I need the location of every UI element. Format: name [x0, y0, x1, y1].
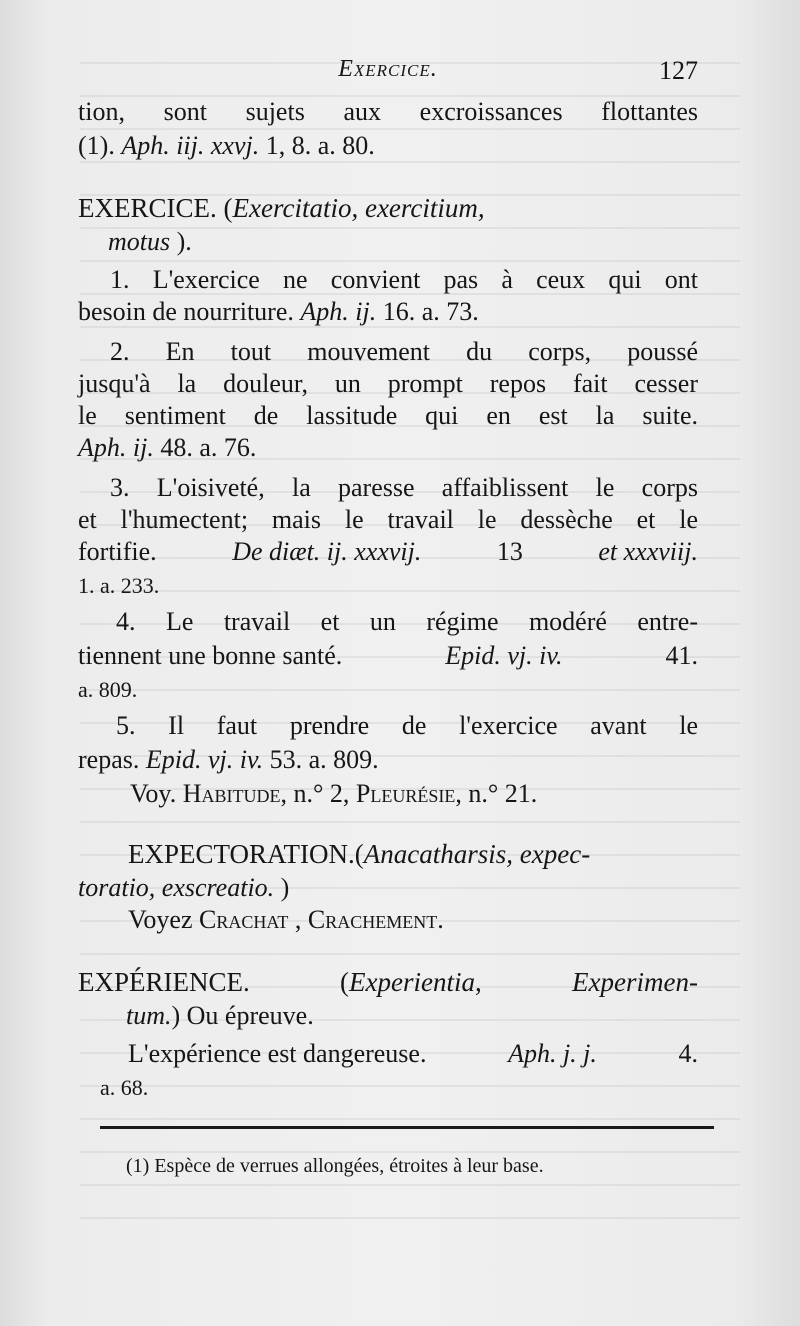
text-span: ( — [223, 193, 233, 223]
text-line — [78, 640, 698, 672]
citation: Aph. ij. — [78, 433, 154, 462]
footnote-rule — [100, 1126, 714, 1129]
text-line — [78, 744, 379, 776]
running-title: Exercice. — [338, 56, 438, 82]
text-line — [78, 296, 479, 328]
text-line — [110, 472, 698, 504]
text-line — [110, 264, 698, 296]
text-line — [78, 368, 698, 400]
text-span: 13 — [496, 537, 523, 566]
headword: EXPÉRIENCE. — [78, 967, 250, 997]
latin-term: Experientia — [349, 967, 475, 997]
text-span: ( — [340, 967, 350, 997]
text-line — [78, 504, 698, 536]
latin-term: Anacatharsis, expec- — [363, 839, 591, 869]
text-span: 41. — [665, 641, 698, 670]
text-span: . — [437, 905, 444, 934]
text-span: ) Ou épreuve. — [171, 1001, 314, 1030]
text-span: a. 68. — [100, 1075, 149, 1100]
text-line — [78, 536, 698, 568]
text-span: 4. — [678, 1039, 698, 1068]
text-line — [78, 400, 698, 432]
text-line — [78, 432, 256, 464]
text-span: , n.° 21. — [455, 779, 538, 808]
text-line — [128, 1038, 698, 1070]
reference-term: Habitude — [182, 779, 281, 808]
entry-heading-expectoration — [128, 838, 590, 870]
latin-term: Experimen- — [572, 967, 698, 997]
text-line — [110, 336, 698, 368]
entry-heading-experience — [78, 966, 698, 998]
text-span: 4. Le travail et un régime modéré entre- — [116, 607, 698, 636]
text-span: , — [475, 967, 482, 997]
text-line — [78, 674, 137, 706]
text-line — [116, 710, 698, 742]
text-line — [108, 226, 192, 258]
text-span: L'expérience est dangereuse. — [128, 1039, 427, 1068]
text-span: L'exercice ne convient pas à ceux qui ont — [152, 265, 698, 294]
text-line — [116, 606, 698, 638]
text-span: jusqu'à la douleur, un prompt repos fait cesser — [78, 369, 698, 398]
text-span: , — [294, 905, 302, 934]
cross-reference — [128, 904, 444, 936]
citation: Aph. j. j. — [508, 1039, 597, 1068]
citation: Aph. ij. — [300, 297, 377, 326]
text-span: ). — [176, 227, 192, 256]
text-span: tion, sont sujets aux excroissances flottantes — [78, 97, 698, 126]
text-span: 1. a. 233. — [78, 573, 160, 598]
footnote: (1) Espèce de verrues allongées, étroites à leur base. — [126, 1155, 544, 1177]
reference-term: Pleurésie — [355, 779, 456, 808]
latin-term: tum. — [126, 1001, 172, 1030]
latin-term: motus — [108, 227, 171, 256]
text-span: tiennent une bonne santé. — [78, 641, 343, 670]
latin-term: Exercitatio, exercitium, — [232, 193, 485, 223]
text-line — [78, 130, 375, 162]
text-span: fortifie. — [78, 537, 157, 566]
citation: Epid. vj. iv. — [445, 641, 563, 670]
text-span: (1). — [78, 131, 115, 160]
reference-term: Crachat — [199, 905, 289, 934]
text-span: , n.° 2, — [280, 779, 350, 808]
text-line — [78, 570, 159, 602]
text-span: 53. a. 809. — [269, 745, 379, 774]
text-span: repas. — [78, 745, 140, 774]
text-span: 2. En tout mouvement du corps, poussé — [110, 337, 698, 366]
text-span: ( — [354, 839, 364, 869]
text-span: 16. a. 73. — [382, 297, 479, 326]
item-number: 1. — [110, 265, 130, 294]
citation: Aph. iij. xxvj. — [121, 131, 260, 160]
running-header — [78, 56, 698, 92]
citation: Epid. vj. iv. — [145, 745, 264, 774]
text-span: a. 809. — [78, 677, 138, 702]
text-span: 3. L'oisiveté, la paresse affaiblissent le corps — [110, 473, 698, 502]
text-line — [100, 1072, 148, 1104]
text-span: le sentiment de lassitude qui en est la suite. — [78, 401, 698, 430]
text-span: Voyez — [128, 905, 193, 934]
headword: EXERCICE. — [78, 193, 217, 223]
reference-term: Crachement — [307, 905, 438, 934]
text-span: 1, 8. a. 80. — [265, 131, 375, 160]
cross-reference — [130, 778, 537, 810]
text-line — [78, 872, 289, 904]
text-span: ) — [280, 873, 290, 902]
headword: EXPECTORATION. — [128, 839, 355, 869]
citation: et xxxviij. — [598, 537, 698, 566]
text-span: 5. Il faut prendre de l'exercice avant le — [116, 711, 698, 740]
latin-term: toratio, exscreatio. — [78, 873, 275, 902]
text-span: besoin de nourriture. — [78, 297, 294, 326]
text-span: et l'humectent; mais le travail le dessèche et le — [78, 505, 698, 534]
page-number: 127 — [659, 56, 698, 85]
text-span: 48. a. 76. — [160, 433, 257, 462]
text-line — [126, 1000, 314, 1032]
text-line — [78, 96, 698, 128]
citation: De diæt. ij. xxxvij. — [232, 537, 422, 566]
text-span: Voy. — [130, 779, 177, 808]
entry-heading-exercice — [78, 192, 485, 224]
